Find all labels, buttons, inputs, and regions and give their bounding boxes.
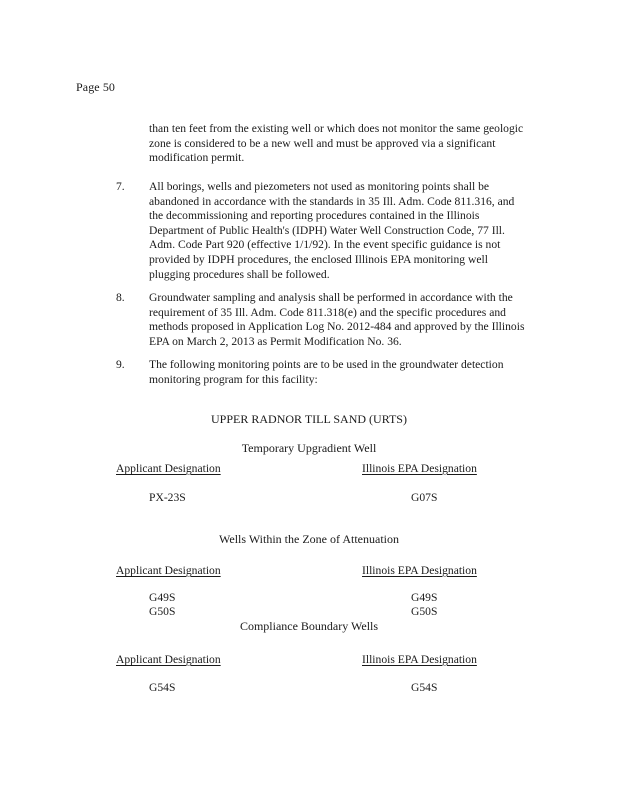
page-number: Page 50	[76, 80, 116, 94]
text-line: The following monitoring points are to be used in the groundwater detection	[149, 358, 504, 371]
applicant-well-id: PX-23S	[149, 491, 186, 504]
epa-well-id: G07S	[411, 491, 438, 504]
text-line: Adm. Code Part 920 (effective 1/1/92). In the event specific guidance is not	[149, 238, 501, 252]
item-text	[149, 180, 561, 282]
item-text	[149, 291, 561, 349]
applicant-well-id: G50S	[149, 605, 176, 618]
text-line: abandoned in accordance with the standards in 35 Ill. Adm. Code 811.316, and	[149, 194, 515, 208]
text-line: the decommissioning and reporting procedures contained in the Illinois	[149, 209, 480, 223]
applicant-designation-header: Applicant Designation	[116, 653, 221, 666]
text-line: plugging procedures shall be followed.	[149, 267, 330, 281]
text-line: All borings, wells and piezometers not used as monitoring points shall be	[149, 180, 490, 193]
text-line: Groundwater sampling and analysis shall be performed in accordance with the	[149, 291, 513, 304]
epa-well-id: G49S	[411, 591, 438, 604]
text-line: modification permit.	[149, 151, 245, 165]
epa-designation-header: Illinois EPA Designation	[362, 564, 477, 577]
epa-designation-header: Illinois EPA Designation	[362, 653, 477, 666]
text-line: Department of Public Health's (IDPH) Water Well Construction Code, 77 Ill.	[149, 223, 505, 237]
applicant-designation-header: Applicant Designation	[116, 462, 221, 475]
text-line: requirement of 35 Ill. Adm. Code 811.318(e) and the specific procedures and	[149, 305, 506, 319]
text-line: monitoring program for this facility:	[149, 372, 318, 386]
item-number: 8.	[116, 291, 125, 304]
continuation-paragraph	[149, 122, 557, 166]
unit-title: UPPER RADNOR TILL SAND (URTS)	[211, 412, 407, 426]
applicant-well-id: G54S	[149, 681, 176, 694]
text-line: provided by IDPH procedures, the enclosed Illinois EPA monitoring well	[149, 252, 488, 266]
applicant-well-id: G49S	[149, 591, 176, 604]
epa-well-id: G50S	[411, 605, 438, 618]
item-number: 7.	[116, 180, 125, 193]
text-line: zone is considered to be a new well and must be approved via a significant	[149, 136, 496, 150]
section-title: Compliance Boundary Wells	[239, 619, 379, 633]
text-line: methods proposed in Application Log No. 2012-484 and approved by the Illinois	[149, 320, 525, 334]
section-title: Temporary Upgradient Well	[241, 441, 377, 455]
item-text	[149, 358, 561, 387]
item-number: 9.	[116, 358, 125, 371]
epa-well-id: G54S	[411, 681, 438, 694]
text-line: EPA on March 2, 2013 as Permit Modification No. 36.	[149, 334, 402, 348]
applicant-designation-header: Applicant Designation	[116, 564, 221, 577]
epa-designation-header: Illinois EPA Designation	[362, 462, 477, 475]
text-line: than ten feet from the existing well or which does not monitor the same geologic	[149, 122, 524, 135]
section-title: Wells Within the Zone of Attenuation	[219, 532, 399, 546]
